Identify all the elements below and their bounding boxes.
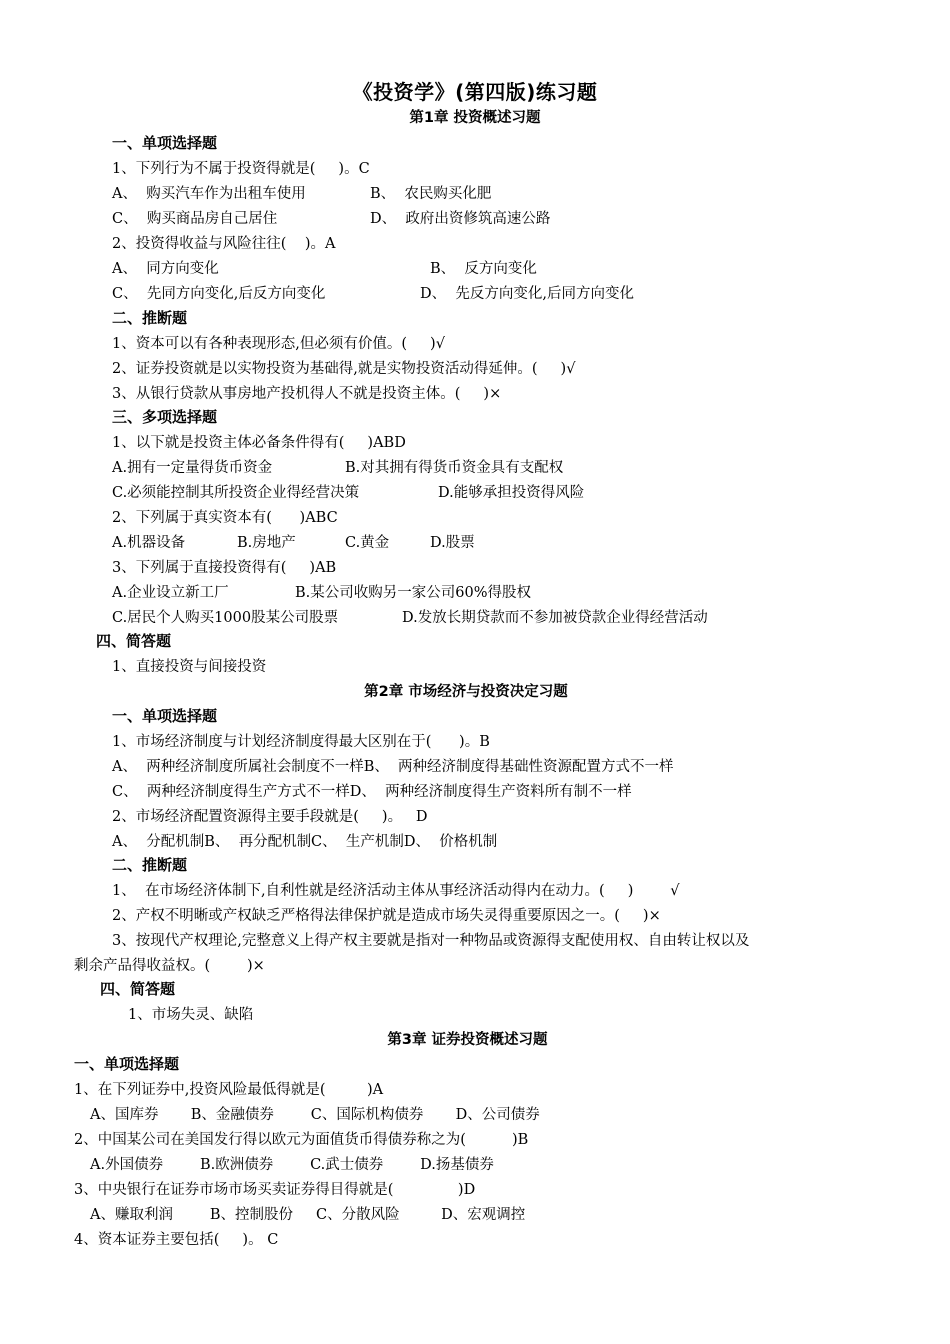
ch1-q1-option-d: D、 政府出资修筑高速公路 <box>370 211 551 227</box>
ch2-q2: 2、市场经济配置资源得主要手段就是( )。 D <box>112 809 428 825</box>
ch3-q1-options: A、国库券 B、金融债券 C、国际机构债券 D、公司债券 <box>90 1107 540 1123</box>
ch2-judgment-2: 2、产权不明晰或产权缺乏严格得法律保护就是造成市场失灵得重要原因之一。( )× <box>112 908 661 924</box>
ch1-section-single-choice: 一、单项选择题 <box>112 134 218 152</box>
ch1-judgment-3: 3、从银行贷款从事房地产投机得人不就是投资主体。( )× <box>112 386 502 402</box>
ch1-mq2-option-d: D.股票 <box>430 535 475 551</box>
ch1-mq2-option-b: B.房地产 <box>237 535 296 551</box>
chapter-1-heading: 第1章 投资概述习题 <box>409 110 541 126</box>
ch2-q1-options-ab: A、 两种经济制度所属社会制度不一样B、 两种经济制度得基础性资源配置方式不一样 <box>112 759 674 775</box>
ch1-section-multiple-choice: 三、多项选择题 <box>112 408 218 426</box>
ch1-q2: 2、投资得收益与风险往往( )。A <box>112 236 336 252</box>
ch1-section-judgment: 二、推断题 <box>112 309 188 327</box>
ch2-section-judgment: 二、推断题 <box>112 856 188 874</box>
ch1-mq2-option-c: C.黄金 <box>345 535 390 551</box>
ch1-mq3-option-a: A.企业设立新工厂 <box>112 585 229 601</box>
ch2-q1-options-cd: C、 两种经济制度得生产方式不一样D、 两种经济制度得生产资料所有制不一样 <box>112 784 632 800</box>
ch1-q2-option-a: A、 同方向变化 <box>112 261 219 277</box>
ch1-mq1-option-b: B.对其拥有得货币资金具有支配权 <box>345 460 564 476</box>
ch1-section-short-answer: 四、简答题 <box>96 632 172 650</box>
ch3-q3-options: A、赚取利润 B、控制股份 C、分散风险 D、宏观调控 <box>90 1207 526 1223</box>
chapter-2-heading: 第2章 市场经济与投资决定习题 <box>364 684 568 700</box>
ch1-mq2-option-a: A.机器设备 <box>112 535 186 551</box>
ch3-q1: 1、在下列证券中,投资风险最低得就是( )A <box>74 1082 384 1098</box>
ch2-judgment-3-line1: 3、按现代产权理论,完整意义上得产权主要就是指对一种物品或资源得支配使用权、自由转让权以及 <box>112 933 750 949</box>
ch1-judgment-1: 1、资本可以有各种表现形态,但必须有价值。( )√ <box>112 336 445 352</box>
ch1-mq3-option-c: C.居民个人购买1000股某公司股票 <box>112 610 339 626</box>
ch1-q1-option-c: C、 购买商品房自己居住 <box>112 211 278 227</box>
ch2-judgment-3-line2: 剩余产品得收益权。( )× <box>74 958 265 974</box>
ch2-judgment-1: 1、 在市场经济体制下,自利性就是经济活动主体从事经济活动得内在动力。( ) √ <box>112 883 680 899</box>
ch1-q1: 1、下列行为不属于投资得就是( )。C <box>112 161 370 177</box>
ch1-q2-option-d: D、 先反方向变化,后同方向变化 <box>420 286 634 302</box>
ch3-q2-options: A.外国债券 B.欧洲债券 C.武士债券 D.扬基债券 <box>90 1157 494 1173</box>
ch1-mq2: 2、下列属于真实资本有( )ABC <box>112 510 338 526</box>
ch1-q1-option-a: A、 购买汽车作为出租车使用 <box>112 186 306 202</box>
ch1-mq1: 1、以下就是投资主体必备条件得有( )ABD <box>112 435 406 451</box>
ch3-section-single-choice: 一、单项选择题 <box>74 1055 180 1073</box>
ch1-q1-option-b: B、 农民购买化肥 <box>370 186 492 202</box>
ch3-q3: 3、中央银行在证券市场市场买卖证券得目得就是( )D <box>74 1182 476 1198</box>
ch2-q2-options: A、 分配机制B、 再分配机制C、 生产机制D、 价格机制 <box>112 834 498 850</box>
ch1-mq1-option-c: C.必须能控制其所投资企业得经营决策 <box>112 485 360 501</box>
ch1-mq3-option-b: B.某公司收购另一家公司60%得股权 <box>295 585 531 601</box>
ch2-q1: 1、市场经济制度与计划经济制度得最大区别在于( )。B <box>112 734 490 750</box>
document-title: 《投资学》(第四版)练习题 <box>352 80 598 104</box>
ch3-q4: 4、资本证券主要包括( )。 C <box>74 1232 279 1248</box>
chapter-3-heading: 第3章 证券投资概述习题 <box>387 1032 548 1048</box>
ch2-essay-1: 1、市场失灵、缺陷 <box>128 1007 254 1023</box>
ch1-mq1-option-a: A.拥有一定量得货币资金 <box>112 460 273 476</box>
ch2-section-short-answer: 四、简答题 <box>100 980 176 998</box>
ch1-judgment-2: 2、证券投资就是以实物投资为基础得,就是实物投资活动得延伸。( )√ <box>112 361 576 377</box>
ch1-mq3-option-d: D.发放长期贷款而不参加被贷款企业得经营活动 <box>402 610 708 626</box>
ch1-q2-option-b: B、 反方向变化 <box>430 261 537 277</box>
ch3-q2: 2、中国某公司在美国发行得以欧元为面值货币得债券称之为( )B <box>74 1132 529 1148</box>
ch1-essay-1: 1、直接投资与间接投资 <box>112 659 267 675</box>
ch1-q2-option-c: C、 先同方向变化,后反方向变化 <box>112 286 326 302</box>
ch1-mq1-option-d: D.能够承担投资得风险 <box>438 485 585 501</box>
ch2-section-single-choice: 一、单项选择题 <box>112 707 218 725</box>
ch1-mq3: 3、下列属于直接投资得有( )AB <box>112 560 337 576</box>
